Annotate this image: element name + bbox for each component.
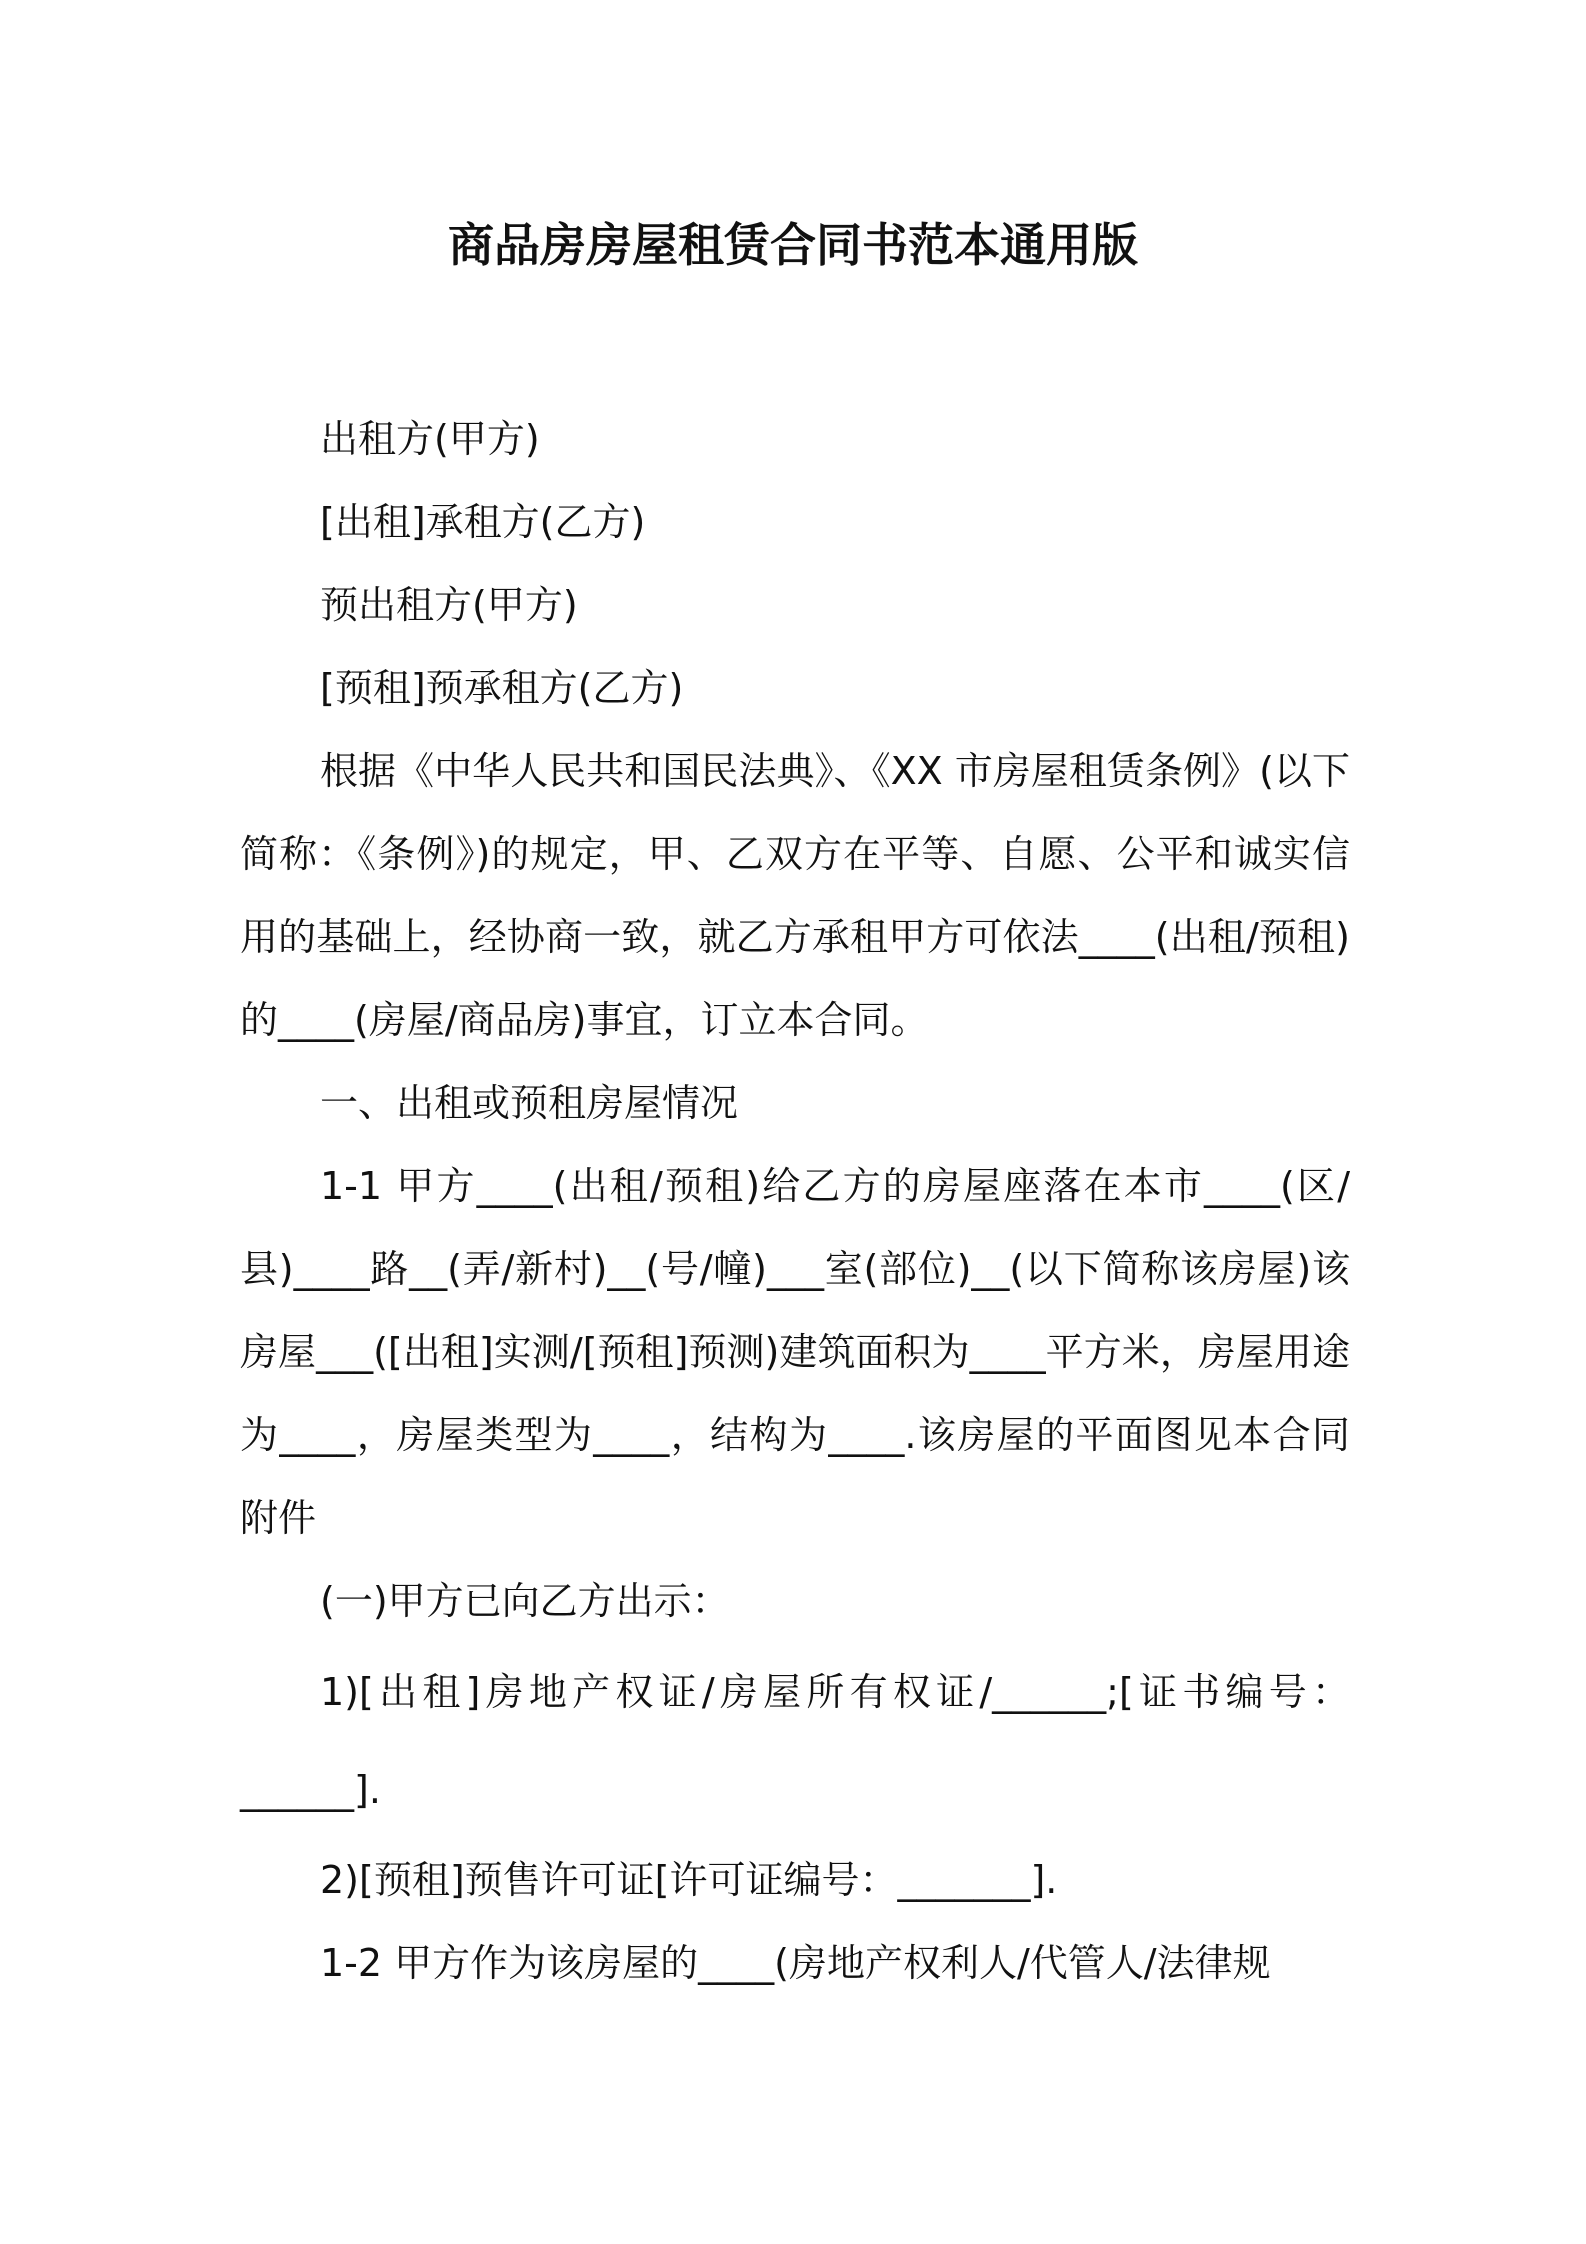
- party-lessee: [出租]承租方(乙方): [320, 500, 646, 544]
- document-title: 商品房房屋租赁合同书范本通用版: [448, 218, 1138, 272]
- section-heading: 一、出租或预租房屋情况: [320, 1081, 739, 1125]
- list-item: 2)[预租]预售许可证[许可证编号：_______].: [320, 1858, 1058, 1902]
- document-body: [240, 398, 1350, 2005]
- party-lessor: 出租方(甲方): [320, 417, 540, 461]
- list-item: 1)[出租]房地产权证/房屋所有权证/______;[证书编号：______].: [240, 1670, 1350, 1812]
- sub-heading: (一)甲方已向乙方出示：: [320, 1579, 730, 1623]
- party-pre-lessor: 预出租方(甲方): [320, 583, 578, 627]
- intro-paragraph: 根据《中华人民共和国民法典》、《XX 市房屋租赁条例》(以下简称：《条例》)的规定，甲、乙双方在平等、自愿、公平和诚实信用的基础上，经协商一致，就乙方承租甲方可依法____(出租/预租)的____(房屋/商品房)事宜，订立本合同。: [240, 749, 1350, 1042]
- clause-1-1: 1-1 甲方____(出租/预租)给乙方的房屋座落在本市____(区/县)____路__(弄/新村)__(号/幢)___室(部位)__(以下简称该房屋)该房屋___([出租]实测/[预租]预测)建筑面积为____平方米，房屋用途为____，房屋类型为____，结构为____.该房屋的平面图见本合同附件: [240, 1164, 1350, 1540]
- clause-1-2: 1-2 甲方作为该房屋的____(房地产权利人/代管人/法律规: [320, 1941, 1271, 1985]
- party-pre-lessee: [预租]预承租方(乙方): [320, 666, 684, 710]
